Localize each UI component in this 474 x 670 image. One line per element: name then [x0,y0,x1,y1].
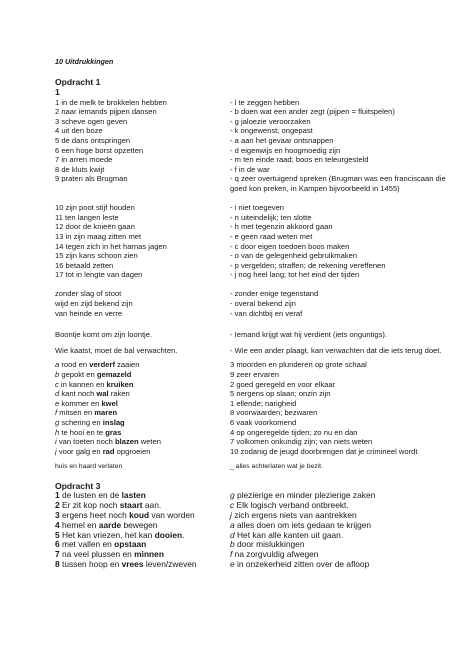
table-row [55,360,455,370]
expression: 17 tot in lengte van dagen [55,270,143,280]
table-row [55,203,455,213]
word-pair-text: rood en [61,360,90,370]
item-letter: f [55,408,58,418]
meaning: - m ten einde raad; boos en teleurgesteld [230,155,369,165]
item-letter: c [230,500,235,511]
meaning: 1 ellende; narigheid [230,398,297,408]
expressions-block-3 [55,289,455,318]
item-letter: d [55,389,60,399]
meaning: - d eigenwijs en hoogmoedig zijn [230,145,341,155]
meaning-text: alles doen om iets gedaan te krijgen [237,519,372,530]
saying-row [55,330,455,340]
item-letter: b [55,370,60,380]
meaning: 7 volkomen onkundig zijn; van niets weten [230,437,373,447]
expression-text: na veel plussen en [62,550,135,560]
item-number: 7 [55,550,60,560]
word-pair-bold: rad [102,446,115,456]
table-row [55,261,455,271]
expression-text: aan. [142,501,162,511]
meaning: - j nog heel lang; tot het eind der tijden [230,270,360,280]
table-row [55,370,455,380]
meaning: - n uiteindelijk; ten slotte [230,212,312,222]
meaning: - p vergelden; straffen; de rekening vereffenen [230,260,386,270]
expression [55,560,230,570]
table-row [55,560,455,570]
expression-bold: dooien [154,530,183,540]
table-row [55,165,455,175]
word-pair-bold: wal [96,389,109,399]
expression: 13 in zijn maag zitten met [55,231,142,241]
item-number: 3 [55,511,60,521]
saying: Wie kaatst, moet de bal verwachten. [55,345,178,355]
word-pair-text: opgroeien [114,446,151,456]
expression-bold: minnen [134,550,164,560]
item-letter: h [55,427,60,437]
meaning: - h met tegenzin akkoord gaan [230,222,333,232]
meaning: 10 zodanig de jeugd doorbrengen dat je crimineel wordt [230,446,418,456]
meaning: - g jaloezie veroorzaken [230,116,311,126]
meaning: - k ongewenst; ongepast [230,126,313,136]
item-letter: a [230,519,235,530]
word-pair-text: zaaien [114,360,140,370]
expression [55,531,230,541]
expression: 12 door de knieën gaan [55,222,135,232]
word-pair [55,399,230,409]
item-letter: a [55,360,60,370]
expression-text: met vallen en [62,540,115,550]
word-pair [55,437,230,447]
expression-text: de lusten en de [62,491,122,501]
expression-text: Er zit kop noch [62,501,120,511]
word-pair-bold: gemazeld [96,370,132,380]
opdracht3-block [55,491,455,569]
meaning: - o van de gelegenheid gebruikmaken [230,251,358,261]
meaning: - b doen wat een ander zegt (pijpen = fluitspelen) [230,107,395,117]
meaning: 8 voorwaarden; bezwaren [230,408,318,418]
expression: 1 in de melk te brokkelen hebben [55,97,167,107]
table-row [55,222,455,232]
expressions-block-2 [55,203,455,280]
word-pair-text: gepokt en [61,370,97,380]
expression: zonder slag of stoot [55,289,122,299]
item-letter: f [230,549,233,560]
item-letter: j [55,446,57,456]
expression: 5 de dans ontspringen [55,135,131,145]
table-row [55,408,455,418]
item-letter: g [55,418,60,427]
meaning: - e geen raad weten met [230,231,313,241]
expression [55,549,233,560]
word-pair-text: mitsen en [59,408,95,418]
expression-text: van worden [149,511,195,521]
table-row [55,270,455,280]
expression: 9 praten als Brugman [55,174,128,184]
expression-bold: koud [129,511,150,521]
expression: 3 scheve ogen geven [55,116,128,126]
expression: 11 ten langen leste [55,212,119,222]
meaning-text: plezierige en minder plezierige zaken [237,490,376,501]
table-row [55,251,455,261]
table-row [55,299,455,309]
saying: Boontje komt om zijn loontje. [55,330,153,340]
meaning: - a aan het gevaar ontsnappen [230,135,334,145]
word-pair-bold: maren [94,408,118,418]
expression-text: . [182,530,185,540]
meaning: - q zeer overtuigend spreken (Brugman was een franciscaan die goed kon preken, in Kampen bijvoorbeeld in 1455) [230,174,446,193]
word-pair-bold: gras [105,427,122,437]
expression [55,511,230,521]
word-pair-text: van toeten noch [58,437,115,447]
table-row [55,309,455,319]
meaning: _ alles achterlaten wat je bezit. [230,463,323,471]
expressions-block-1 [55,98,455,194]
meaning: - i niet toegeven [230,203,285,213]
expression-text: bewegen [121,520,158,530]
expression-bold: vrees [121,560,144,570]
word-pair [55,418,230,428]
meaning: - zonder enige tegenstand [230,289,319,299]
item-letter: i [55,437,57,447]
word-pair-text: kant noch [61,389,97,399]
expression: 7 in arren moede [55,155,113,165]
expression-bold: lasten [121,491,146,501]
word-pair-bold: kruiken [106,379,134,389]
expression: 6 een hoge borst opzetten [55,145,144,155]
expression: 8 de kluts kwijt [55,164,105,174]
chapter-title: 10 Uitdrukkingen [55,57,114,66]
word-pair-text: in kannen en [60,379,107,389]
word-pair-bold: inslag [102,418,125,427]
meaning: 5 nergens op slaan; onzin zijn [230,389,331,399]
expression: van heinde en verre [55,308,123,318]
table-row [55,136,455,146]
expression: 4 uit den boze [55,126,103,136]
expression: huis en haard verlaten [55,463,123,471]
word-pair-text: kommer en [61,398,102,408]
expression-bold: opstaan [114,540,147,550]
item-letter: e [230,559,235,570]
expression: 14 tegen zich in het harnas jagen [55,241,167,251]
saying-meaning: - Wie een ander plaagt, kan verwachten dat die iets terug doet. [230,345,442,355]
expression: 15 zijn kans schoon zien [55,251,138,261]
meaning: - overal bekend zijn [230,299,296,309]
table-row [55,289,455,299]
meaning-text: na zorgvuldig afwegen [234,549,319,560]
expression-text: Het kan vriezen, het kan [62,530,155,540]
meaning: 6 vaak voorkomend [230,418,297,427]
expression-bold: aarde [98,520,122,530]
meaning: - van dichtbij en veraf [230,308,303,318]
table-row [55,146,455,156]
expression [55,501,230,511]
meaning: - f in de war [230,164,270,174]
item-letter: j [230,510,232,521]
table-row [55,242,455,252]
meaning: - c door eigen toedoen boos maken [230,241,350,251]
item-letter: d [230,529,235,540]
meaning: 2 goed geregeld en voor elkaar [230,379,336,389]
word-pair-text: voor galg en [58,446,103,456]
opdracht1-heading: Opdracht 1 [55,76,101,87]
item-number: 1 [55,491,60,501]
item-letter: e [55,398,60,408]
meaning: - l te zeggen hebben [230,97,300,107]
word-pair [55,408,230,418]
item-letter: g [230,490,235,501]
word-pair-bold: verderf [89,360,115,370]
table-row [55,107,455,117]
opdracht3-heading: Opdracht 3 [55,480,101,491]
word-pair-text: raken [108,389,130,399]
expression-text: leven/zweven [143,560,197,570]
sayings-block [55,330,455,355]
item-number: 4 [55,520,60,530]
document-body [55,57,455,570]
expression: 16 betaald zetten [55,260,114,270]
opdracht1-number: 1 [55,87,60,98]
table-row [55,98,455,108]
item-letter: c [55,379,59,389]
word-pair-text: weten [138,437,161,447]
meaning: 3 moorden en plunderen op grote schaal [230,360,367,370]
table-row [55,389,455,399]
word-pairs-block [55,360,455,456]
word-pair [55,447,230,457]
table-row [55,428,455,438]
table-row [55,117,455,127]
meaning-text: Elk logisch verband ontbreekt. [236,500,349,511]
saying-meaning: - Iemand krijgt wat hij verdient (iets onguntigs). [230,330,388,340]
item-number: 5 [55,530,60,540]
expression: 2 naar iemands pijpen dansen [55,107,157,117]
item-letter: b [230,539,235,550]
word-pair-text: schering en [61,418,103,427]
meaning-text: Het kan alle kanten uit gaan. [237,529,344,540]
word-pair [55,380,230,390]
saying-row [55,346,455,356]
meaning-text: zich ergens niets van aantrekken [234,510,357,521]
expression [55,521,230,531]
table-row [55,126,455,136]
meaning-text: in onzekerheid zitten over de afloop [237,559,370,570]
expression-bold: staart [119,501,143,511]
table-row [55,155,455,165]
word-pair [55,428,230,438]
word-pair [55,370,230,380]
expression [55,540,230,550]
table-row [55,418,455,428]
meaning: 4 op ongeregelde tijden; zo nu en dan [230,427,358,437]
table-row [55,232,455,242]
table-row [55,437,455,447]
expression: 10 zijn poot stijf houden [55,203,135,213]
item-number: 8 [55,560,60,570]
table-row [55,174,455,193]
expression: wijd en zijd bekend zijn [55,299,133,309]
word-pair-bold: kwel [101,398,118,408]
word-pair [55,360,230,370]
table-row [55,399,455,409]
expression-text: ergens heet noch [62,511,130,521]
word-pair-text: te hooi en te [61,427,106,437]
item-number: 2 [55,501,60,511]
table-row [55,380,455,390]
expression-text: hemel en [62,520,99,530]
table-row [55,447,455,457]
word-pair [55,389,230,399]
item-number: 6 [55,540,60,550]
meaning: 9 zeer ervaren [230,370,279,380]
last-expression-row [55,462,455,472]
word-pair-bold: blazen [114,437,139,447]
table-row [55,213,455,223]
expression-text: tussen hoop en [62,560,122,570]
meaning [230,560,455,570]
expression [55,491,230,501]
meaning-text: door mislukkingen [237,539,305,550]
